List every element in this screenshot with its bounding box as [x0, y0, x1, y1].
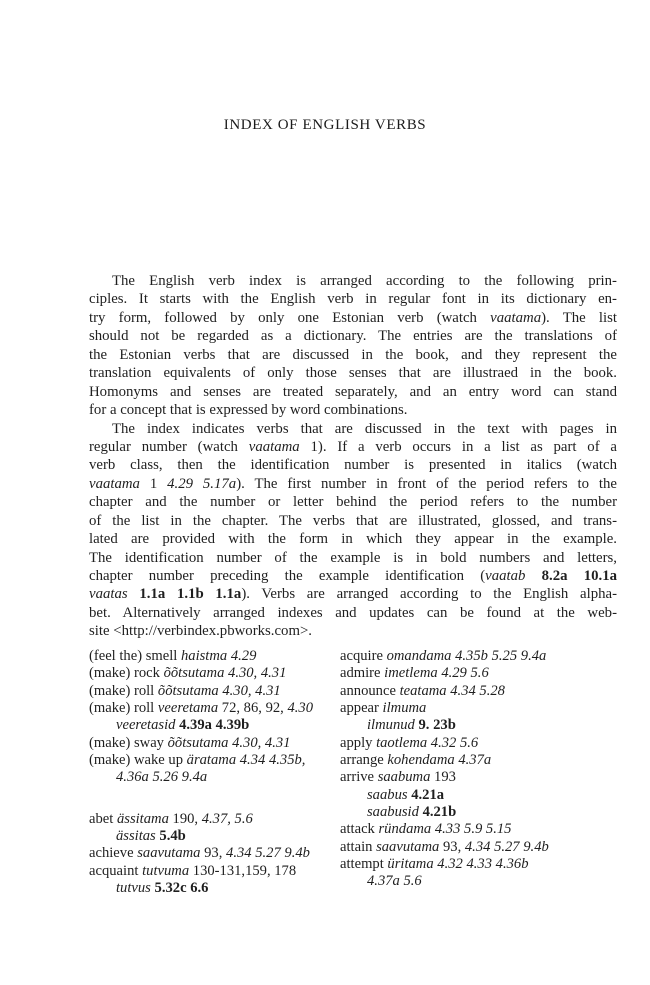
text-line — [89, 604, 617, 622]
text-line — [89, 475, 617, 493]
text-segment: 1). If a verb occurs in a list as part of a — [299, 438, 617, 455]
text-segment: ilmunud — [367, 717, 415, 734]
index-entry — [340, 873, 600, 890]
text-line — [89, 567, 617, 585]
text-segment: saabus — [367, 786, 408, 803]
index-entry — [340, 804, 600, 821]
index-entry — [340, 648, 600, 665]
index-right-column — [340, 648, 600, 891]
text-segment: veeretasid — [116, 717, 176, 734]
text-line — [89, 438, 617, 456]
text-segment: 9. 23b — [418, 717, 456, 734]
index-entry — [340, 717, 600, 734]
text-line — [89, 327, 617, 345]
text-segment: achieve — [89, 845, 138, 862]
text-line — [89, 585, 617, 603]
text-segment: The English verb index is arranged according to the following prin- — [112, 273, 617, 289]
text-segment: (make) roll — [89, 682, 158, 699]
text-segment: imetlema 4.29 5.6 — [384, 665, 489, 682]
text-segment: 93, — [439, 838, 465, 855]
index-entry — [89, 811, 340, 828]
text-segment: 193 — [430, 769, 456, 786]
text-line — [89, 364, 617, 382]
text-segment: (make) roll — [89, 700, 158, 717]
text-segment: announce — [340, 682, 400, 699]
text-segment: abet — [89, 810, 117, 827]
text-segment: vaatama — [248, 438, 300, 455]
text-segment: 130-131,159, 178 — [189, 862, 297, 879]
text-line — [89, 622, 617, 640]
index-entry — [340, 735, 600, 752]
text-segment: ). The list — [541, 309, 617, 326]
text-segment: üritama 4.32 4.33 4.36b — [387, 856, 529, 873]
text-segment: 5.32c 6.6 — [154, 880, 209, 897]
text-segment: admire — [340, 665, 385, 682]
text-segment: 4.21b — [422, 804, 457, 821]
index-entry — [340, 769, 600, 786]
text-segment: (make) rock — [89, 665, 164, 682]
text-line — [89, 309, 617, 327]
index-entry — [340, 856, 600, 873]
text-segment: saavutama — [137, 845, 201, 862]
text-segment: acquaint — [89, 862, 143, 879]
intro-paragraphs — [89, 272, 617, 641]
index-entry — [89, 752, 340, 769]
text-segment: haistma 4.29 — [180, 648, 257, 664]
index-entry — [340, 787, 600, 804]
text-segment: bet. Alternatively arranged indexes and updates can be found at the web- — [89, 604, 617, 621]
text-segment: õõtsutama 4.30, 4.31 — [157, 682, 281, 699]
text-segment: vaatab — [485, 568, 526, 584]
text-segment: regular number (watch — [89, 438, 249, 455]
text-segment: ässitas — [116, 828, 156, 845]
text-segment: saabusid — [367, 804, 419, 821]
text-segment: ründama 4.33 5.9 5.15 — [378, 821, 512, 838]
text-segment: 4.34 5.27 9.4b — [226, 845, 310, 862]
text-segment: veeretama — [157, 700, 219, 717]
text-segment: 4.29 5.17a — [167, 475, 237, 492]
text-segment: vaatama — [89, 475, 140, 492]
text-segment: 190, — [168, 810, 202, 827]
index-entry — [89, 683, 340, 700]
text-line — [89, 290, 617, 308]
index-entry — [89, 665, 340, 682]
text-segment: õõtsutama 4.30, 4.31 — [163, 665, 287, 682]
text-segment: 4.39a 4.39b — [179, 717, 250, 734]
text-segment: 1 — [139, 475, 168, 492]
text-segment: ). Verbs are arranged according to the English alpha- — [241, 586, 617, 603]
text-segment: 72, 86, 92, — [218, 700, 288, 717]
text-segment: The identification number of the example is in bold numbers and letters, — [89, 549, 617, 566]
text-segment: 4.37, 5.6 — [201, 810, 253, 827]
text-segment: arrange — [340, 752, 388, 769]
text-segment: ässitama — [116, 810, 169, 827]
text-segment: (make) sway — [89, 734, 168, 751]
text-segment: of the list in the chapter. The verbs that are illustrated, glossed, and trans- — [89, 512, 617, 529]
text-segment: Homonyms and senses are treated separately, and an entry word can stand — [89, 383, 617, 400]
index-gap — [89, 787, 340, 811]
index-entry — [89, 648, 340, 665]
text-segment: õõtsutama 4.30, 4.31 — [167, 734, 291, 751]
index-entry — [89, 717, 340, 734]
text-line — [89, 401, 617, 419]
text-line — [89, 493, 617, 511]
index-entry — [89, 769, 340, 786]
text-segment: translation equivalents of only those senses that are illustraed in the book. — [89, 365, 617, 382]
text-segment: 4.36a 5.26 9.4a — [116, 769, 208, 786]
text-segment: acquire — [340, 648, 387, 664]
index-entry — [89, 700, 340, 717]
text-segment: try form, followed by only one Estonian verb (watch — [89, 309, 491, 326]
index-entry — [89, 828, 340, 845]
text-segment: attack — [340, 821, 379, 838]
text-segment: ciples. It starts with the English verb in regular font in its dictionary en- — [89, 291, 617, 308]
text-segment — [128, 586, 140, 602]
text-segment: taotlema 4.32 5.6 — [376, 734, 479, 751]
index-entry — [340, 752, 600, 769]
text-line — [89, 383, 617, 401]
text-segment: 1.1a 1.1b 1.1a — [139, 586, 242, 603]
text-segment: saavutama — [376, 838, 440, 855]
text-segment: attain — [340, 838, 377, 855]
text-segment: omandama 4.35b 5.25 9.4a — [386, 648, 547, 664]
text-segment: saabuma — [377, 769, 431, 786]
text-line — [89, 549, 617, 567]
text-line — [89, 512, 617, 530]
text-segment: (feel the) smell — [89, 648, 181, 664]
text-segment: apply — [340, 734, 377, 751]
index-entry — [89, 845, 340, 862]
text-segment: 4.34 5.27 9.4b — [464, 838, 549, 855]
text-line — [89, 420, 617, 438]
index-entry — [340, 839, 600, 856]
index-entry — [89, 735, 340, 752]
text-segment: lated are provided with the form in which they appear in the example. — [89, 531, 617, 548]
text-line — [89, 456, 617, 474]
text-segment: vaatas — [89, 586, 128, 603]
text-segment: 8.2a 10.1a — [541, 568, 617, 584]
text-segment: verb class, then the identification number is presented in italics (watch — [89, 457, 617, 474]
text-segment: 93, — [200, 845, 227, 862]
text-segment: ). The first number in front of the period refers to the — [236, 475, 617, 492]
text-segment: (make) wake up — [89, 752, 187, 769]
text-segment: for a concept that is expressed by word combinations. — [89, 402, 408, 419]
index-left-column — [89, 648, 340, 897]
index-entry — [340, 821, 600, 838]
paragraph — [89, 420, 617, 641]
page-title: INDEX OF ENGLISH VERBS — [223, 117, 427, 133]
text-segment: äratama 4.34 4.35b, — [186, 752, 306, 769]
text-line — [89, 530, 617, 548]
text-line — [89, 272, 617, 290]
text-segment: 4.30 — [287, 700, 314, 717]
text-segment: teatama 4.34 5.28 — [399, 682, 505, 699]
text-segment: appear — [340, 700, 383, 717]
text-segment: ilmuma — [382, 700, 427, 717]
index-entry — [89, 863, 340, 880]
index-entry — [340, 700, 600, 717]
text-segment: the Estonian verbs that are discussed in the book, and they represent the — [89, 346, 617, 363]
paragraph — [89, 272, 617, 420]
text-segment: tutvuma — [142, 862, 190, 879]
text-segment: chapter number preceding the example identification ( — [89, 568, 486, 584]
index-entry — [340, 683, 600, 700]
index-entry — [89, 880, 340, 897]
text-segment: kohendama 4.37a — [387, 752, 492, 769]
text-segment: site <http://verbindex.pbworks.com>. — [89, 623, 312, 640]
text-segment: 5.4b — [159, 828, 186, 845]
text-segment: vaatama — [490, 309, 542, 326]
text-segment: arrive — [340, 769, 378, 786]
text-line — [89, 346, 617, 364]
text-segment: The index indicates verbs that are discussed in the text with pages in — [112, 420, 617, 437]
text-segment — [525, 568, 541, 584]
text-segment: attempt — [340, 856, 388, 873]
text-segment: chapter and the number or letter behind the period refers to the number — [89, 494, 617, 511]
index-entry — [340, 665, 600, 682]
text-segment: 4.21a — [411, 786, 445, 803]
text-segment: 4.37a 5.6 — [367, 873, 422, 890]
text-segment: tutvus — [116, 880, 151, 897]
text-segment: should not be regarded as a dictionary. The entries are the translations of — [89, 328, 617, 345]
